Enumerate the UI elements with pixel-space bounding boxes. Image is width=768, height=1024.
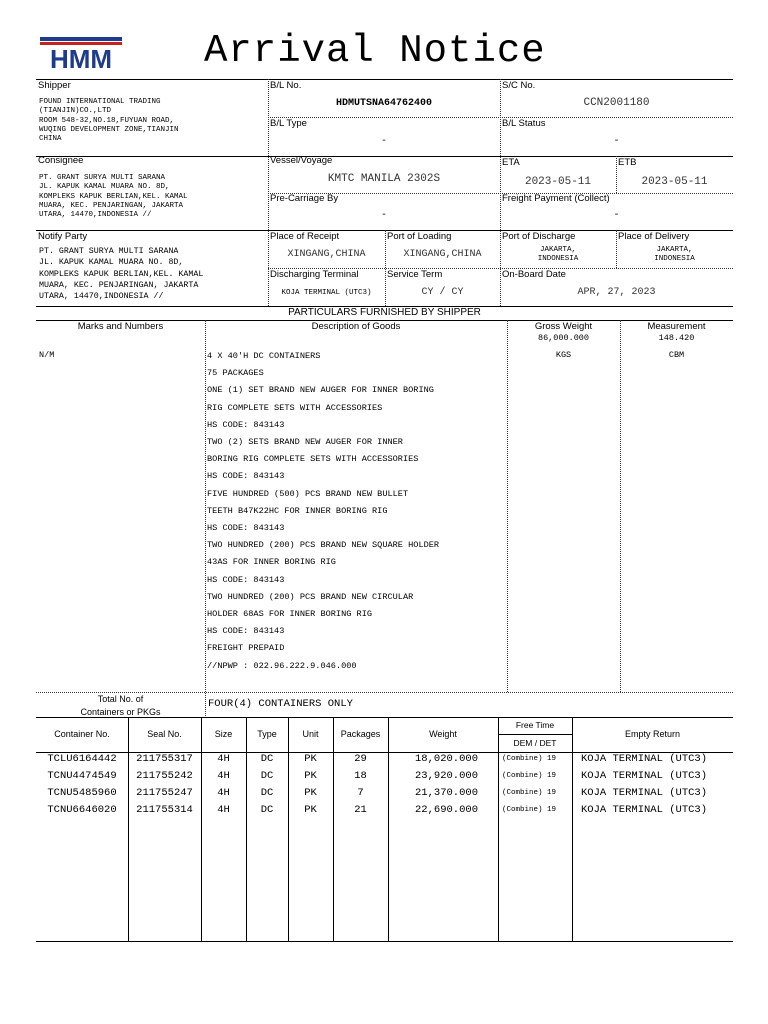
col-type: Type: [257, 729, 277, 739]
cell-weight: 18,020.000: [414, 753, 478, 765]
cell-packages: 7: [357, 787, 364, 799]
col-empty-return: Empty Return: [624, 729, 681, 739]
discharging-terminal-label: Discharging Terminal: [270, 269, 359, 280]
freight-payment-value: -: [613, 210, 620, 221]
port-of-loading-value: XINGANG,CHINA: [403, 249, 482, 260]
cell-empty-return: KOJA TERMINAL (UTC3): [581, 770, 708, 782]
cell-free-time: (Combine) 19: [502, 806, 557, 814]
col-packages: Packages: [340, 729, 381, 739]
cell-unit: PK: [304, 787, 317, 799]
cell-free-time: (Combine) 19: [502, 772, 557, 780]
total-value: FOUR(4) CONTAINERS ONLY: [208, 698, 353, 710]
cell-size: 4H: [217, 804, 230, 816]
port-of-discharge-label: Port of Discharge: [502, 231, 576, 242]
col-container-no: Container No.: [54, 729, 110, 739]
place-of-receipt-label: Place of Receipt: [270, 231, 340, 242]
cell-packages: 21: [354, 804, 367, 816]
notify-party-label: Notify Party: [38, 231, 88, 242]
gross-weight-unit: KGS: [555, 350, 572, 360]
desc-header: Description of Goods: [311, 321, 401, 332]
particulars-heading: PARTICULARS FURNISHED BY SHIPPER: [288, 307, 481, 318]
pre-carriage-label: Pre-Carriage By: [270, 193, 339, 204]
cell-unit: PK: [304, 770, 317, 782]
description-of-goods: 4 X 40'H DC CONTAINERS 75 PACKAGES ONE (1) SET BRAND NEW AUGER FOR INNER BORING RIG COMPLETE SETS WITH ACCESSORIES HS CODE: 843143 TWO (2) SETS BRAND NEW AUGER FOR INNER BORING RIG COMPLETE SETS WITH ACCESSORIES HS CODE: 843143 FIVE HUNDRED (500) PCS BRAND NEW BULLET TEETH B47K22HC FOR INNER BORING RIG HS CODE: 843143 TWO HUNDRED (200) PCS BRAND NEW SQUARE HOLDER 43AS FOR INNER BORING RIG HS CODE: 843143 TWO HUNDRED (200) PCS BRAND NEW CIRCULAR HOLDER 68AS FOR INNER BORING RIG HS CODE: 843143 FREIGHT PREPAID //NPWP : 022.96.222.9.046.000: [207, 351, 440, 671]
cell-weight: 21,370.000: [414, 787, 478, 799]
consignee-address: PT. GRANT SURYA MULTI SARANA JL. KAPUK KAMAL MUARA NO. 8D, KOMPLEKS KAPUK BERLIAN,KEL. KAMAL MUARA, KEC. PENJARINGAN, JAKARTA UTARA, 14470,INDONESIA //: [39, 174, 188, 220]
eta-value: 2023-05-11: [524, 176, 591, 188]
cell-size: 4H: [217, 753, 230, 765]
bl-status-value: -: [613, 136, 620, 147]
cell-empty-return: KOJA TERMINAL (UTC3): [581, 753, 708, 765]
place-of-delivery-value: JAKARTA, INDONESIA: [654, 246, 695, 264]
table-row: [0, 787, 768, 805]
pre-carriage-value: -: [380, 210, 387, 221]
table-row: [0, 753, 768, 771]
bl-no-value: HDMUTSNA64762400: [335, 98, 432, 109]
col-free-time: Free Time: [515, 720, 555, 730]
cell-empty-return: KOJA TERMINAL (UTC3): [581, 787, 708, 799]
measurement-header: Measurement: [647, 321, 706, 332]
shipper-address: FOUND INTERNATIONAL TRADING (TIANJIN)CO.,LTD ROOM 548-32,NO.18,FUYUAN ROAD, WUQING DEVELOPMENT ZONE,TIANJIN CHINA: [39, 98, 179, 144]
cell-weight: 23,920.000: [414, 770, 478, 782]
svg-text:HMM: HMM: [49, 44, 113, 72]
cell-packages: 18: [354, 770, 367, 782]
cell-type: DC: [260, 770, 274, 782]
eta-label: ETA: [502, 157, 520, 168]
col-size: Size: [214, 729, 233, 739]
cell-container-no: TCNU6646020: [47, 804, 117, 816]
bl-status-label: B/L Status: [502, 118, 546, 129]
notify-party-address: PT. GRANT SURYA MULTI SARANA JL. KAPUK KAMAL MUARA NO. 8D, KOMPLEKS KAPUK BERLIAN,KEL. KAMAL MUARA, KEC. PENJARINGAN, JAKARTA UTARA, 14470,INDONESIA //: [39, 247, 204, 302]
marks-header: Marks and Numbers: [77, 321, 164, 332]
col-dem-det: DEM / DET: [513, 738, 557, 748]
measurement-unit: CBM: [668, 350, 685, 360]
etb-value: 2023-05-11: [641, 176, 708, 188]
cell-packages: 29: [354, 753, 367, 765]
hmm-logo: [40, 34, 122, 72]
place-of-delivery-label: Place of Delivery: [618, 231, 690, 242]
vessel-voyage-label: Vessel/Voyage: [270, 155, 333, 166]
cell-empty-return: KOJA TERMINAL (UTC3): [581, 804, 708, 816]
page-title: Arrival Notice: [204, 29, 546, 73]
service-term-value: CY / CY: [421, 287, 464, 298]
col-seal-no: Seal No.: [147, 729, 182, 739]
cell-container-no: TCNU4474549: [47, 770, 117, 782]
discharging-terminal-value: KOJA TERMINAL (UTC3): [281, 289, 372, 297]
cell-seal-no: 211755242: [136, 770, 193, 782]
table-row: [0, 804, 768, 822]
place-of-receipt-value: XINGANG,CHINA: [287, 249, 366, 260]
measurement-total: 148.420: [658, 333, 695, 343]
cell-type: DC: [260, 787, 274, 799]
table-row: [0, 770, 768, 788]
cell-size: 4H: [217, 787, 230, 799]
total-label: Total No. of Containers or PKGs: [80, 694, 161, 717]
cell-type: DC: [260, 753, 274, 765]
bl-type-label: B/L Type: [270, 118, 307, 129]
vessel-voyage-value: KMTC MANILA 2302S: [327, 173, 441, 185]
etb-label: ETB: [618, 157, 637, 168]
service-term-label: Service Term: [387, 269, 443, 280]
gross-weight-header: Gross Weight: [534, 321, 593, 332]
cell-weight: 22,690.000: [414, 804, 478, 816]
cell-type: DC: [260, 804, 274, 816]
sc-no-value: CCN2001180: [583, 97, 650, 109]
port-of-loading-label: Port of Loading: [387, 231, 452, 242]
consignee-label: Consignee: [38, 155, 84, 166]
cell-seal-no: 211755317: [136, 753, 193, 765]
port-of-discharge-value: JAKARTA, INDONESIA: [537, 246, 579, 264]
marks-value: N/M: [39, 350, 55, 360]
bl-no-label: B/L No.: [270, 80, 302, 91]
on-board-date-label: On-Board Date: [502, 269, 566, 280]
col-weight: Weight: [429, 729, 457, 739]
gross-weight-total: 86,000.000: [537, 333, 589, 343]
cell-unit: PK: [304, 753, 317, 765]
cell-seal-no: 211755247: [136, 787, 193, 799]
freight-payment-label: Freight Payment (Collect): [502, 193, 610, 204]
cell-seal-no: 211755314: [136, 804, 193, 816]
cell-unit: PK: [304, 804, 317, 816]
sc-no-label: S/C No.: [502, 80, 536, 91]
bl-type-value: -: [380, 136, 387, 147]
cell-container-no: TCNU5485960: [47, 787, 117, 799]
hmm-logo-icon: [40, 34, 122, 72]
cell-size: 4H: [217, 770, 230, 782]
col-unit: Unit: [302, 729, 319, 739]
cell-free-time: (Combine) 19: [502, 789, 557, 797]
cell-free-time: (Combine) 19: [502, 755, 557, 763]
shipper-label: Shipper: [38, 80, 71, 91]
on-board-date-value: APR, 27, 2023: [577, 287, 656, 298]
cell-container-no: TCLU6164442: [47, 753, 117, 765]
